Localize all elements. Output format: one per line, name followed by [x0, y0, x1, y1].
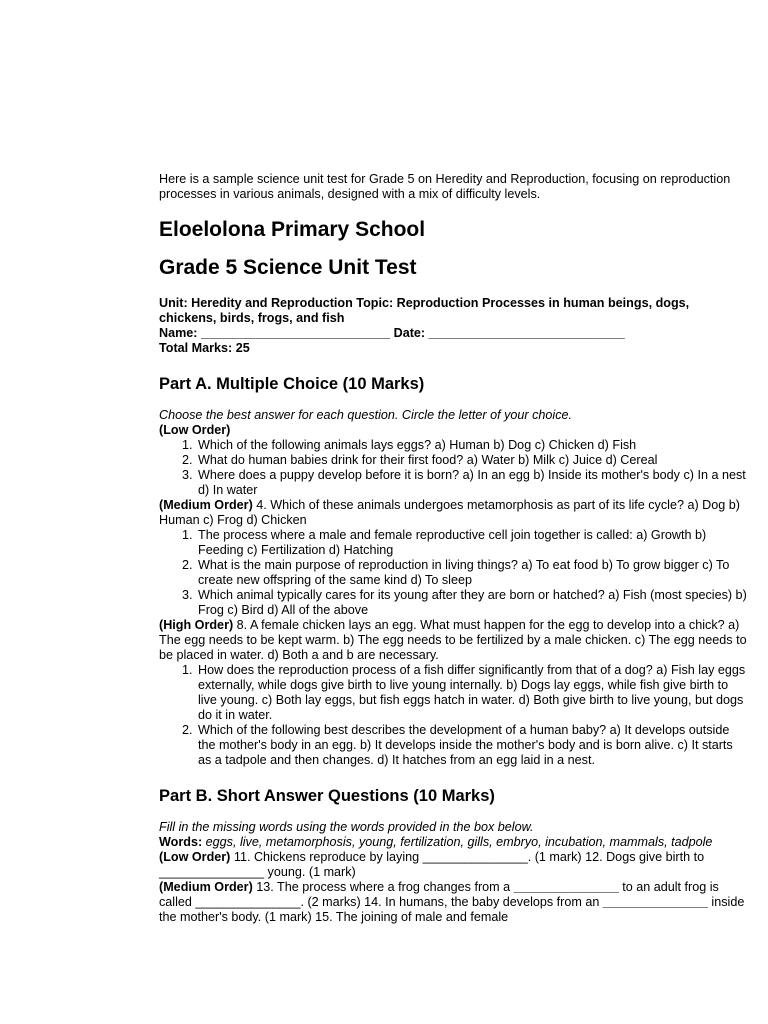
part-a-low-order-label: (Low Order)	[159, 423, 231, 437]
word-bank-label: Words:	[159, 835, 203, 849]
question-14-text: to an adult frog is called _______________. (2 marks) 14. In humans, the baby develops from an	[159, 880, 719, 909]
list-item: 2. Which of the following best describes the development of a human baby? a) It develops outside the mother's body in an egg. b) It develops inside the mother's body and is born alive. c) It starts as a tadpole and then changes. d) It hatches from an egg laid in a nest.	[196, 723, 749, 768]
list-item: 1. The process where a male and female reproductive cell join together is called: a) Growth b) Feeding c) Fertilization d) Hatching	[196, 528, 749, 558]
intro-paragraph: Here is a sample science unit test for Grade 5 on Heredity and Reproduction, focusing on reproduction processes in various animals, designed with a mix of difficulty levels.	[159, 172, 731, 201]
answer-blank: _______________	[602, 895, 708, 909]
question-8-text: 8. A female chicken lays an egg. What must happen for the egg to develop into a chick? a) The egg needs to be kept warm. b) The egg needs to be fertilized by a male chicken. c) The egg needs to be placed in water. d) Both a and b are necessary.	[159, 618, 747, 662]
question-15-text: inside the mother's body. (1 mark) 15. The joining of male and female	[159, 895, 745, 924]
test-title: Grade 5 Science Unit Test	[159, 256, 417, 279]
question-4-text: 4. Which of these animals undergoes metamorphosis as part of its life cycle? a) Dog b) Human c) Frog d) Chicken	[159, 498, 740, 527]
list-item: 1. How does the reproduction process of a fish differ significantly from that of a dog? a) Fish lay eggs externally, while dogs give birth to live young internally. b) Dogs lay eggs, while fish give birth to live young. c) Both lay eggs, but fish eggs hatch in water. d) Both give birth to live young, but dogs do it in water.	[196, 663, 749, 723]
list-item: 1. Which of the following animals lays eggs? a) Human b) Dog c) Chicken d) Fish	[196, 438, 749, 453]
list-item: 3. Where does a puppy develop before it is born? a) In an egg b) Inside its mother's body c) In a nest d) In water	[196, 468, 749, 498]
test-header-info	[159, 296, 749, 356]
part-b-low-order-label: (Low Order)	[159, 850, 231, 864]
part-a-instruction: Choose the best answer for each question. Circle the letter of your choice.	[159, 408, 573, 422]
total-marks: Total Marks: 25	[159, 341, 250, 355]
answer-blank: _______________	[513, 880, 619, 894]
part-a-medium-order-label: (Medium Order)	[159, 498, 253, 512]
list-item: 2. What do human babies drink for their first food? a) Water b) Milk c) Juice d) Cereal	[196, 453, 749, 468]
word-bank-list: eggs, live, metamorphosis, young, fertilization, gills, embryo, incubation, mammals, tadpole	[202, 835, 713, 849]
part-a-low-order-list	[159, 438, 749, 498]
part-b-medium-order-paragraph	[159, 880, 749, 925]
part-a-medium-order-list	[159, 528, 749, 618]
part-b-medium-order-label: (Medium Order)	[159, 880, 253, 894]
part-a-high-order-list	[159, 663, 749, 768]
part-a-high-order-paragraph	[159, 618, 749, 663]
word-bank	[159, 835, 749, 850]
part-b-instruction: Fill in the missing words using the words provided in the box below.	[159, 820, 534, 834]
list-item: 3. Which animal typically cares for its young after they are born or hatched? a) Fish (most species) b) Frog c) Bird d) All of the above	[196, 588, 749, 618]
question-13-text: 13. The process where a frog changes from a	[252, 880, 514, 894]
unit-topic-line: Unit: Heredity and Reproduction Topic: Reproduction Processes in human beings, dogs, chickens, birds, frogs, and fish	[159, 296, 690, 325]
document-content	[159, 172, 749, 925]
list-item: 2. What is the main purpose of reproduction in living things? a) To eat food b) To grow bigger c) To create new offspring of the same kind d) To sleep	[196, 558, 749, 588]
part-a-heading: Part A. Multiple Choice (10 Marks)	[159, 375, 425, 393]
name-date-line: Name: ___________________________ Date: ____________________________	[159, 326, 625, 340]
questions-11-12-text: 11. Chickens reproduce by laying _______________. (1 mark) 12. Dogs give birth to _______________ young. (1 mark)	[159, 850, 705, 879]
school-name: Eloelolona Primary School	[159, 218, 426, 241]
part-b-heading: Part B. Short Answer Questions (10 Marks)	[159, 787, 495, 805]
part-a-medium-order-paragraph	[159, 498, 749, 528]
part-b-low-order-paragraph	[159, 850, 749, 880]
part-a-high-order-label: (High Order)	[159, 618, 234, 632]
